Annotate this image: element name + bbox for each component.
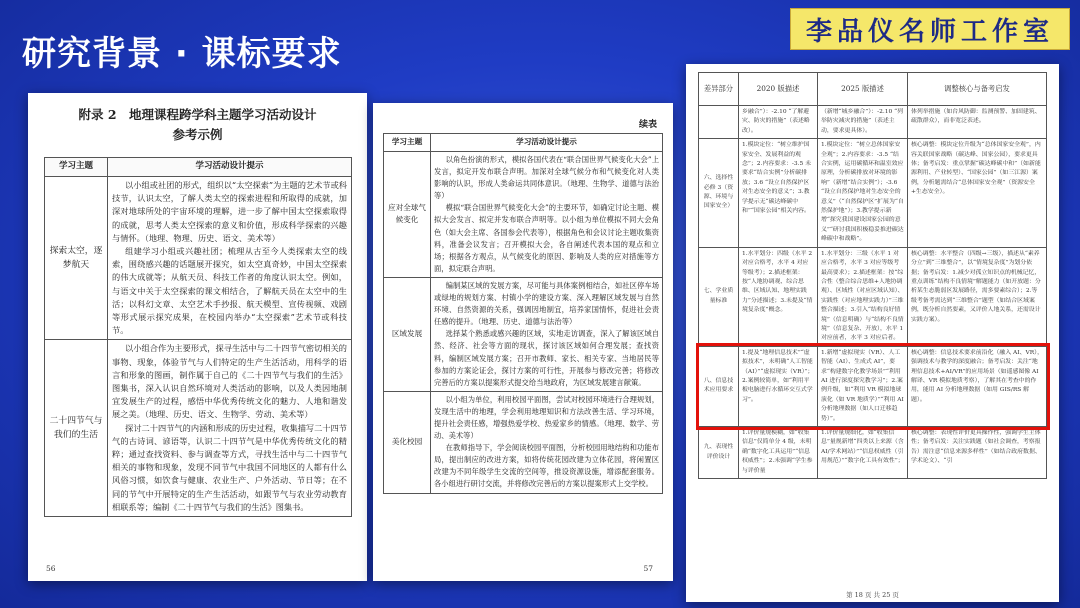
paragraph: 探讨二十四节气的内涵和形成的历史过程，收集描写二十四节气的古诗词、谚语等，认识二十四节气是中华优秀传统文化的精粹；通过查找资料、参与调查等方式，寻找生活中与二十四节气相关的事物和现象，发现不同节气中我国不同地区的人都有什么风俗习惯，如饮食与健康、农业生产、户外活动、节日等；在不同的节气中开展特定的生产生活活动，如跟节气与农业劳动教育相联系等；编制《二十四节气与我们的生活》图集书。 bbox=[112, 422, 347, 512]
column-header-2025: 2025 版描述 bbox=[818, 73, 908, 106]
row-body bbox=[431, 391, 663, 493]
paragraph: 选择某个熟悉或感兴趣的区域，实地走访调查，深入了解该区域自然、经济、社会等方面的现状，探讨该区域如何合理发展；查找资料，编制区域发展方案；召开市教师、家长、相关专家、当地居民等参加的方案论证会，探讨方案的可行性，开展参与修改完善；将修改完善后的方案以提案形式提交给当地政府，为区域发展建言献策。 bbox=[434, 329, 659, 387]
row-topic: 探索太空，逐梦航天 bbox=[45, 177, 108, 340]
activity-table-continued bbox=[383, 133, 663, 494]
row-note: 核心调整：水平整合（四级→三级），描述从“素养分立”到“三维整合”，以“情境复杂度”为划分依据；备考启发：1.减少对孤立知识点的机械记忆，重点训练“结构不良情境”解题能力（如开放题：分析某生态脆弱区发展路径，需多要素综合）；2.等级考备考需达到“三维整合”题型（如结合区域案例，既分析自然要素，又评价人地关系，还需设计实践方案）。 bbox=[908, 247, 1047, 346]
table-row bbox=[699, 139, 1047, 247]
row-2025: 1.新增“虚拟现实（VR）、人工智能（AI）、生成式 AI”，要求“构建数字化教学场景”“利用 AI 进行深度探究教学习”；2.案例升级，如“利用 VR 模拟地球演化（如 VR 地质学）”“利用 AI 分析地理数据（如人口迁移趋势）”。 bbox=[818, 346, 908, 426]
row-body bbox=[108, 340, 352, 517]
row-2020: 乡融合”）：-2.10 “了解避灾、防灾的措施”（表述略改）。 bbox=[739, 106, 818, 139]
row-dimension: 六、选择性必修 3（资源、环境与国家安全） bbox=[699, 139, 739, 247]
row-2020: 1.提及“地理信息技术”“虚拟技术”，未明确“人工智能（AI）”“虚拟现实（VR）”；2.案例较简单，如“利用平板电脑进行水循环交互式学习”。 bbox=[739, 346, 818, 426]
paragraph: 在教师指导下，学会阅读校园平面图，分析校园用地结构和功能布局，提出制应的改进方案，如将传统花园改建为立体花园，将闲置区改建为不同年级学生交流的空间等，推设资源设施，增添配套服务。各小组进行研讨交流，并将修改完善后的方案以提案形式上交学校。 bbox=[434, 443, 659, 489]
brand-logo: 李品仪名师工作室 bbox=[790, 8, 1070, 50]
row-note: 核心调整：模块定位升级为“总体国家安全观”，内容关联国家战略（碳达峰、国家公园），要求更具体；备考启发：重点掌握“碳达峰碳中和”（如新能源利用、产业转型）、“国家公园”（如三江源）案例，分析题需结合“总体国家安全观”（资源安全+生态安全）。 bbox=[908, 139, 1047, 247]
slide-title: 研究背景 · 课标要求 bbox=[22, 34, 342, 74]
column-header-topic: 学习主题 bbox=[384, 134, 431, 152]
paragraph: 以小组为单位，利用校园平面图，尝试对校园环境进行合理规划，发现生活中的地理，学会利用地理知识和方法改善生活、学习环境，提升社会责任感，增强热爱学校、热爱家乡的情感。（地理、数学、劳动、美术等） bbox=[434, 394, 659, 441]
paragraph: 组建学习小组或兴趣社团；梳理从古至今人类探索太空的线索，围绕感兴趣的话题展开探究，如太空真奇妙，中国太空探索的伟大成就等；从航天员、科技工作者的角度认识太空。例如，与语文中关于太空探索的课文相结合，了解航天员在太空中的生活；以科幻文章、太空艺术手抄报、航天模型、宣传视频、戏剧等形式展示探究成果，在校园内举办“太空探索”艺术节或科技节。 bbox=[112, 246, 347, 336]
column-header-2020: 2020 版描述 bbox=[739, 73, 818, 106]
row-2025: 1.评价量规细化，如“收集信息”量规新增“四类以上来源（含 AI/学术网站）”“信息权威性（引用规范）”“数字化工具有效性”； bbox=[818, 427, 908, 479]
page-number: 第 18 页 共 25 页 bbox=[846, 591, 899, 599]
continued-label: 续表 bbox=[638, 120, 657, 130]
column-header-topic: 学习主题 bbox=[45, 158, 108, 177]
page-number: 57 bbox=[643, 564, 653, 573]
row-body bbox=[431, 277, 663, 391]
row-2020: 1.水平划分：四级（水平 2 对应合格考，水平 4 对应等级考）；2.描述框架：按“人地协调观、综合思维、区域认知、地理实践力”分述描述；3.未提及“情境复杂度”概念。 bbox=[739, 247, 818, 346]
row-2025: （新增“城乡融合”）：-2.10 “列举防灾减灾的措施”（表述主动，要求更具体）。 bbox=[818, 106, 908, 139]
paragraph: 以小组或社团的形式，组织以“太空探索”为主题的艺术节或科技节，认识太空，了解人类太空的探索进程和所取得的成就，加深对地球所处的宇宙环境的理解，进一步了解中国太空探索取得的成就，思考人类太空探索的意义和价值，形成科学探索的兴趣与情怀。（地理、物理、历史、语文、美术等） bbox=[112, 180, 347, 243]
document-page-left bbox=[28, 93, 367, 581]
row-body bbox=[431, 152, 663, 278]
page-number: 56 bbox=[46, 564, 56, 573]
table-row bbox=[699, 427, 1047, 479]
table-row bbox=[384, 152, 663, 278]
document-page-right bbox=[686, 64, 1059, 602]
column-header-diff: 差异部分 bbox=[699, 73, 739, 106]
row-dimension: 八、信息技术应用要求 bbox=[699, 346, 739, 426]
row-topic: 美化校园 bbox=[384, 391, 431, 493]
row-note: 体列举措施（如台风防御：监测预警、加固建筑、疏散群众），而非宽泛表述。 bbox=[908, 106, 1047, 139]
paragraph: 以小组合作为主要形式，探寻生活中与二十四节气密切相关的事物、现象，体验节气与人们特定的生产生活活动，用科学的语言和形象的图画，制作属于自己的《二十四节气与我们的生活》图集书，深入认识自然环境对人类活动的影响，以及人类因地制宜发展生产的过程，感悟中华优秀传统文化的魅力、人地和谐发展之美。（地理、历史、语文、生物学、劳动、美术等） bbox=[112, 343, 347, 420]
row-2025: 1.模块定位：“树立总体国家安全观”；2.内容要求：-3.5 “结合实例，运用碳循环和温室效应原理，分析碳排放对环境的影响”（新增“结合实例”）；-3.6 “设立自然保护地对生态安全的意义”（“自然保护区”扩展为“自然保护地”）；3.教学提示新增“探究我国建设国家公园的意义”“研讨我国积极稳妥推进碳达峰碳中和战略”。 bbox=[818, 139, 908, 247]
column-header-tips: 学习活动设计提示 bbox=[108, 158, 352, 177]
row-2020: 1.模块定位：“树立维护国家安全、发展利益的观念”；2.内容要求：-3.5 未要求“结合实例”分析碳排放；3.6 “设立自然保护区对生态安全的意义”；3.教学提示无“碳达峰碳中和”“国家公园”相关内容。 bbox=[739, 139, 818, 247]
document-page-middle bbox=[373, 103, 673, 581]
row-2020: 1.评价量规模糊，如“收集信息”仅简单分 4 级，未明确“数字化工具运用”“信息权威性”；2.未强调“学生参与评价量 bbox=[739, 427, 818, 479]
table-row bbox=[384, 277, 663, 391]
row-topic: 区域发展 bbox=[384, 277, 431, 391]
activity-table bbox=[44, 157, 352, 517]
highlight-box bbox=[696, 343, 1050, 429]
row-body bbox=[108, 177, 352, 340]
paragraph: 以角色扮演的形式，模拟各国代表在“联合国世界气候变化大会”上发言，拟定开发布联合声明。加深对全球气候分布和气候变化对人类影响的认识，形成人类命运共同体意识。（地理、生物学、道德与法治等） bbox=[434, 155, 659, 201]
column-header-note: 调整核心与备考启发 bbox=[908, 73, 1047, 106]
row-note: 核心调整：信息技术要求前沿化（融入 AI、VR），强调技术与教学的深度融合；备考启发：关注“地理信息技术+AI/VR”的应用场景（如遥感图像 AI 解译、VR 模拟地质考察），了解其在考查中的作用，能用 AI 分析地理数据（如用 GIS/RS 解题）。 bbox=[908, 346, 1047, 426]
row-topic: 应对全球气候变化 bbox=[384, 152, 431, 278]
column-header-tips: 学习活动设计提示 bbox=[431, 134, 663, 152]
row-dimension: 七、学业质量标准 bbox=[699, 247, 739, 346]
table-row bbox=[699, 247, 1047, 346]
appendix-subheading: 参考示例 bbox=[172, 127, 223, 142]
appendix-heading: 附录 2 地理课程跨学科主题学习活动设计 bbox=[78, 107, 317, 122]
row-2025: 1.水平划分：三级（水平 1 对应合格考，水平 3 对应等级考最高要求）；2.描述框架：按“综合性（整合综合思维+人地协调观）、区域性（对应区域认知）、实践性（对应地理实践力）”三维整合描述；3.引入“结构良好情境”（信息明确）与“结构不良情境”（信息复杂、开放），水平 1 对应前者，水平 3 对应后者。 bbox=[818, 247, 908, 346]
table-row bbox=[45, 177, 352, 340]
row-note: 核心调整：表现性评价更具操作性，强调学生主体性；备考启发：关注实践题（如社会调查，考察报告）需注意“信息来源多样性”（如结合政府数据、学术论文）、“引 bbox=[908, 427, 1047, 479]
table-row bbox=[45, 340, 352, 517]
table-row bbox=[699, 106, 1047, 139]
paragraph: 编制某区域的发展方案，尽可能与具体案例相结合，如社区停车场或绿地的规划方案、村镇小学的建设方案、深入理解区域发展与自然环境、自然资源的关系，强调因地制宜，培养家国情怀，促进社会责任感的提升。（地理、历史、道德与法治等） bbox=[434, 280, 659, 327]
paragraph: 模拟“联合国世界气候变化大会”的主要环节，如确定讨论主题、模拟大会发言、拟定并发布联合声明等。以小组为单位模拟不同大会角色（如大会主席、各国参会代表等），根据角色和会议讨论主题收集资料，准备会议发言；召开模拟大会，各自阐述代表本国的观点和立场；根据各方观点，从气候变化的原因、影响及人类的应对措施等方面，拟定联合声明。 bbox=[434, 203, 659, 273]
table-row bbox=[384, 391, 663, 493]
row-dimension: 九、表现性评价设计 bbox=[699, 427, 739, 479]
row-topic: 二十四节气与我们的生活 bbox=[45, 340, 108, 517]
row-dimension bbox=[699, 106, 739, 139]
